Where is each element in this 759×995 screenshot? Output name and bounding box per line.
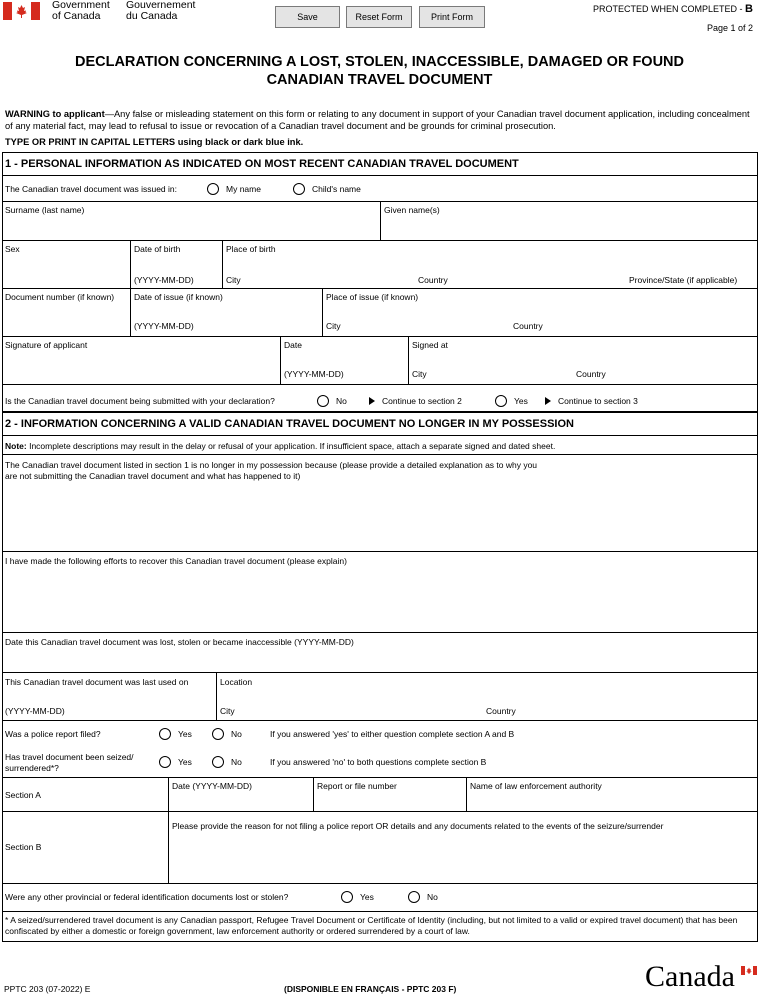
arrow-right-icon: [545, 397, 551, 405]
government-of-canada-fr: Gouvernement du Canada: [126, 0, 196, 22]
location-country: Country: [486, 706, 516, 716]
date-label: Date: [284, 340, 302, 350]
pob-city: City: [226, 275, 241, 285]
protected-level: B: [745, 3, 753, 15]
print-form-button[interactable]: Print Form: [419, 6, 485, 28]
other-no-label: No: [427, 892, 438, 902]
continue-section-2: Continue to section 2: [382, 396, 462, 406]
footnote: * A seized/surrendered travel document is any Canadian passport, Refugee Travel Document or Certificate of Identity (including, but not limited to a valid or expired travel document) that has been confiscated by either a domestic or foreign government, law enforcement authority or ordered surrendered by a court of law.: [5, 915, 738, 936]
poi-country: Country: [513, 321, 543, 331]
date-lost-label: Date this Canadian travel document was lost, stolen or became inaccessible (YYYY-MM-DD): [5, 637, 354, 647]
report-number-label: Report or file number: [317, 781, 397, 791]
childs-name-label: Child's name: [312, 184, 361, 194]
place-of-issue-label: Place of issue (if known): [326, 292, 419, 302]
dob-format: (YYYY-MM-DD): [134, 275, 194, 285]
seized-no-radio[interactable]: [212, 756, 224, 768]
explanation-label: The Canadian travel document listed in section 1 is no longer in my possession because (please provide a detailed explanation as to why you are not submitting the Canadian travel document and what has happened to it): [5, 460, 538, 481]
police-report-question: Was a police report filed?: [5, 729, 101, 739]
document-number-label: Document number (if known): [5, 292, 115, 302]
last-used-format: (YYYY-MM-DD): [5, 706, 65, 716]
french-availability: (DISPONIBLE EN FRANÇAIS - PPTC 203 F): [284, 984, 457, 994]
signed-at-country: Country: [576, 369, 606, 379]
submitted-yes-label: Yes: [514, 396, 528, 406]
canada-wordmark: Canada: [645, 960, 757, 994]
page-number: Page 1 of 2: [706, 23, 753, 33]
government-of-canada-en: Government of Canada: [52, 0, 110, 22]
signed-at-label: Signed at: [412, 340, 448, 350]
section-a-label: Section A: [5, 790, 41, 800]
efforts-label: I have made the following efforts to recover this Canadian travel document (please explain): [5, 556, 347, 566]
signed-at-city: City: [412, 369, 427, 379]
issued-in-label: The Canadian travel document was issued in:: [5, 184, 177, 194]
surname-label: Surname (last name): [5, 205, 85, 215]
efforts-field[interactable]: [4, 570, 758, 634]
childs-name-radio[interactable]: [293, 183, 305, 195]
save-button[interactable]: Save: [275, 6, 340, 28]
given-names-field[interactable]: [384, 217, 758, 239]
pob-province: Province/State (if applicable): [629, 275, 738, 285]
wordmark-flag-icon: [741, 966, 757, 975]
given-names-label: Given name(s): [384, 205, 440, 215]
protected-label: PROTECTED WHEN COMPLETED - B: [593, 3, 753, 15]
seized-no-label: No: [231, 757, 242, 767]
seized-yes-radio[interactable]: [159, 756, 171, 768]
submitted-no-label: No: [336, 396, 347, 406]
section-b-label: Section B: [5, 842, 42, 852]
section-2-heading: 2 - INFORMATION CONCERNING A VALID CANADIAN TRAVEL DOCUMENT NO LONGER IN MY POSSESSION: [5, 418, 574, 430]
section-1-heading: 1 - PERSONAL INFORMATION AS INDICATED ON MOST RECENT CANADIAN TRAVEL DOCUMENT: [5, 158, 519, 170]
dob-label: Date of birth: [134, 244, 181, 254]
location-city: City: [220, 706, 235, 716]
arrow-right-icon: [369, 397, 375, 405]
if-yes-instruction: If you answered 'yes' to either question complete section A and B: [270, 729, 515, 739]
continue-section-3: Continue to section 3: [558, 396, 638, 406]
signature-label: Signature of applicant: [5, 340, 88, 350]
section-a-date-label: Date (YYYY-MM-DD): [172, 781, 252, 791]
warning-text: WARNING to applicant—Any false or misleading statement on this form or relating to any document in support of your Canadian travel document application, including concealment of any material fact, may lead to refusal to issue or revocation of a Canadian travel document and be grounds for criminal prosecution.: [5, 109, 750, 131]
poi-city: City: [326, 321, 341, 331]
other-yes-radio[interactable]: [341, 891, 353, 903]
reset-form-button[interactable]: Reset Form: [346, 6, 412, 28]
form-title: DECLARATION CONCERNING A LOST, STOLEN, INACCESSIBLE, DAMAGED OR FOUND CANADIAN TRAVEL DOCUMENT: [74, 54, 684, 88]
note-text: Note: Incomplete descriptions may result in the delay or refusal of your application. If insufficient space, attach a separate signed and dated sheet.: [5, 441, 556, 451]
pob-country: Country: [418, 275, 448, 285]
canada-flag-icon: [3, 2, 40, 20]
other-documents-question: Were any other provincial or federal identification documents lost or stolen?: [5, 892, 289, 902]
other-yes-label: Yes: [360, 892, 374, 902]
submitted-yes-radio[interactable]: [495, 395, 507, 407]
submitted-question: Is the Canadian travel document being submitted with your declaration?: [5, 396, 275, 406]
location-label: Location: [220, 677, 253, 687]
section-b-field[interactable]: [172, 834, 758, 884]
form-code: PPTC 203 (07-2022) E: [4, 984, 91, 994]
surname-field[interactable]: [4, 217, 380, 239]
date-of-issue-label: Date of issue (if known): [134, 292, 223, 302]
seized-question: Has travel document been seized/ surrendered*?: [5, 752, 134, 773]
last-used-label: This Canadian travel document was last used on: [5, 677, 189, 687]
date-format: (YYYY-MM-DD): [284, 369, 344, 379]
police-no-radio[interactable]: [212, 728, 224, 740]
type-instruction: TYPE OR PRINT IN CAPITAL LETTERS using black or dark blue ink.: [5, 137, 304, 147]
section-b-reason-label: Please provide the reason for not filing a police report OR details and any documents related to the events of the seizure/surrender: [172, 821, 664, 831]
police-no-label: No: [231, 729, 242, 739]
doi-format: (YYYY-MM-DD): [134, 321, 194, 331]
other-no-radio[interactable]: [408, 891, 420, 903]
seized-yes-label: Yes: [178, 757, 192, 767]
my-name-radio[interactable]: [207, 183, 219, 195]
if-no-instruction: If you answered 'no' to both questions complete section B: [270, 757, 487, 767]
explanation-field[interactable]: [4, 484, 758, 552]
authority-label: Name of law enforcement authority: [470, 781, 602, 791]
police-yes-label: Yes: [178, 729, 192, 739]
submitted-no-radio[interactable]: [317, 395, 329, 407]
sex-label: Sex: [5, 244, 20, 254]
police-yes-radio[interactable]: [159, 728, 171, 740]
my-name-label: My name: [226, 184, 261, 194]
pob-label: Place of birth: [226, 244, 276, 254]
